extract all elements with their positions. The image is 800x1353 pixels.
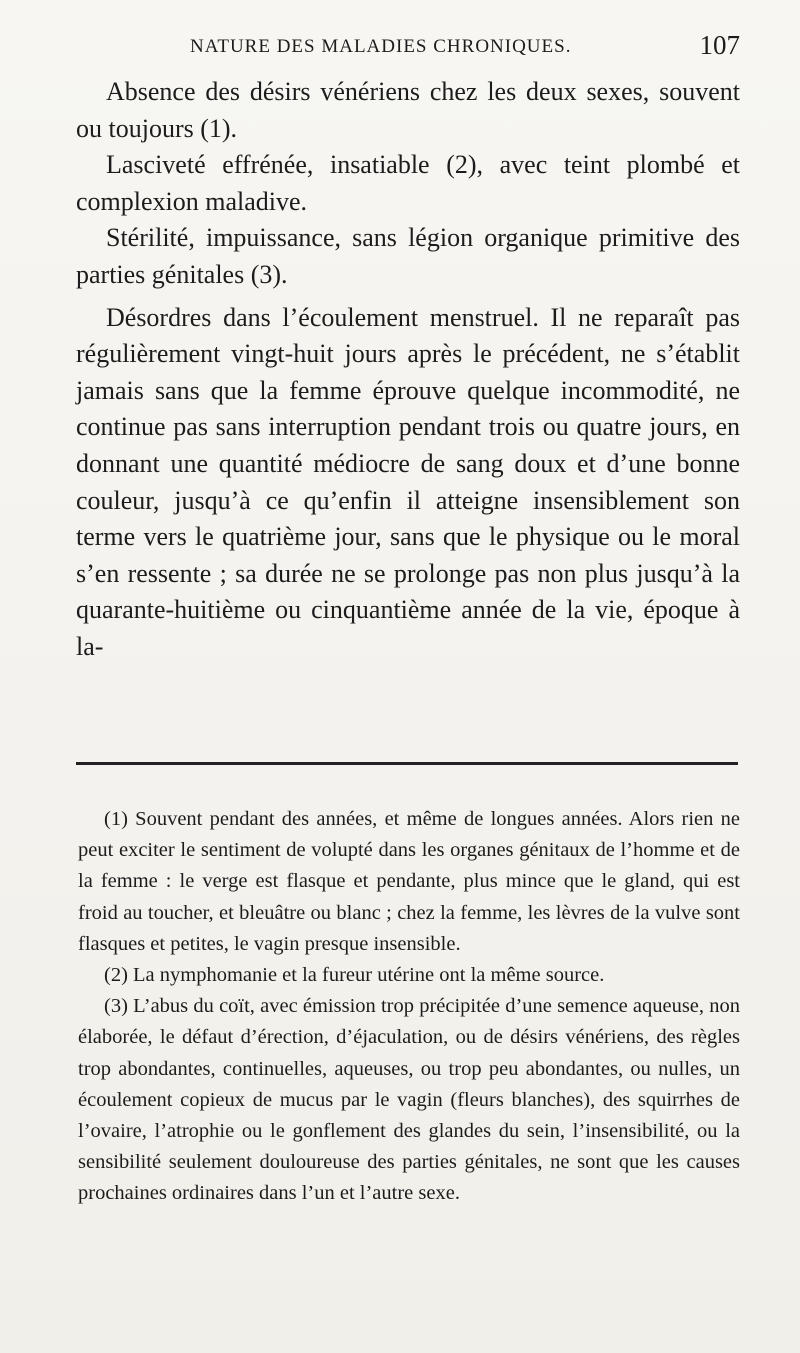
footnote-1: (1) Souvent pendant des années, et même de longues années. Alors rien ne peut exciter le sentiment de volupté dans les organes génitaux de l’homme et de la femme : le verge est flasque et pendante, plus mince que le gland, qui est froid au toucher, et bleuâtre ou blanc ; chez la femme, les lèvres de la vulve sont flasques et petites, le vagin presque insensible. xyxy=(78,808,740,955)
paragraph-lascivete: Lasciveté effrénée, insatiable (2), avec teint plombé et complexion maladive. xyxy=(76,150,740,216)
footnote-3: (3) L’abus du coït, avec émission trop précipitée d’une semence aqueuse, non élaborée, le défaut d’érection, d’éjaculation, ou de désirs vénériens, des règles trop abondantes, continuelles, aqueuses, ou trop peu abondantes, ou nulles, un écoulement copieux de mucus par le vagin (fleurs blanches), des squirrhes de l’ovaire, l’atrophie ou le gonflement des glandes du sein, l’insensibilité, ou la sensibilité seulement douloureuse des parties génitales, ne sont que les causes prochaines ordinaires dans l’un et l’autre sexe. xyxy=(78,995,740,1205)
page-number: 107 xyxy=(699,30,740,60)
paragraph-sterilite: Stérilité, impuissance, sans légion organique primitive des parties génitales (3). xyxy=(76,223,740,289)
footnote-2: (2) La nymphomanie et la fureur utérine ont la même source. xyxy=(104,964,605,987)
main-text xyxy=(76,74,740,666)
paragraph-absence: Absence des désirs vénériens chez les deux sexes, souvent ou toujours (1). xyxy=(76,77,740,143)
footnote-divider xyxy=(76,762,738,765)
paragraph-desordres: Désordres dans l’écoulement menstruel. Il ne reparaît pas régulièrement vingt-huit jours après le précédent, ne s’établit jamais sans que la femme éprouve quelque incommodité, ne continue pas sans interruption pendant trois ou quatre jours, en donnant une quantité médiocre de sang doux et d’une bonne couleur, jusqu’à ce qu’enfin il atteigne insensiblement son terme vers le quatrième jour, sans que le physique ou le moral s’en ressente ; sa durée ne se prolonge pas non plus jusqu’à la quarante-huitième ou cinquantième année de la vie, époque à la- xyxy=(76,302,740,661)
page-header xyxy=(190,30,770,60)
footnotes xyxy=(78,804,740,1210)
running-title: NATURE DES MALADIES CHRONIQUES. xyxy=(190,36,572,57)
